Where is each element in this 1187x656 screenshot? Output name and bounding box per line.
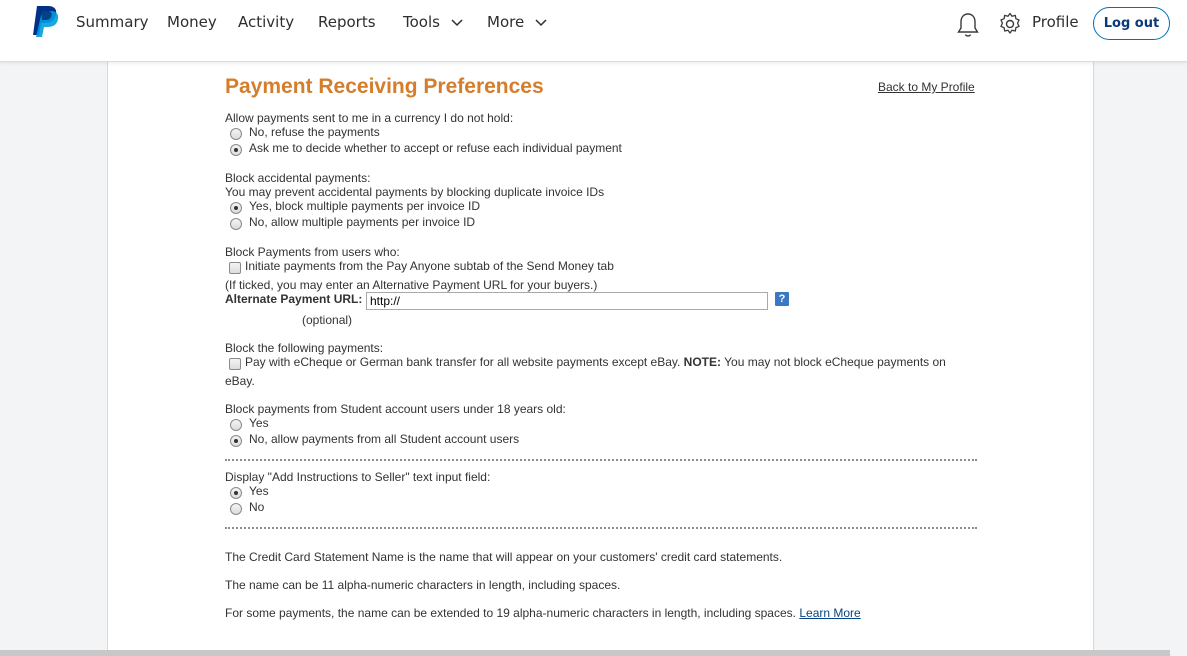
instructions-no-radio[interactable]	[230, 503, 242, 515]
chevron-down-icon	[451, 19, 463, 27]
currency-ask-label: Ask me to decide whether to accept or refuse each individual payment	[249, 141, 622, 155]
paypal-logo-icon[interactable]	[31, 5, 59, 37]
accidental-heading: Block accidental payments:	[225, 171, 371, 185]
notifications-bell-icon[interactable]	[956, 12, 980, 38]
alternate-url-label: Alternate Payment URL:	[225, 292, 363, 306]
statement-line-2: The name can be 11 alpha-numeric characters in length, including spaces.	[225, 578, 621, 592]
chevron-down-icon	[535, 19, 547, 27]
nav-activity[interactable]: Activity	[238, 13, 295, 31]
optional-label: (optional)	[302, 313, 353, 327]
student-no-label: No, allow payments from all Student account users	[249, 432, 520, 446]
section-divider	[225, 459, 977, 461]
student-yes-label: Yes	[249, 416, 269, 430]
accidental-block-radio[interactable]	[230, 202, 242, 214]
pay-anyone-checkbox[interactable]	[229, 262, 241, 274]
horizontal-scrollbar[interactable]	[0, 650, 1170, 656]
nav-more-label: More	[487, 13, 525, 31]
echeque-label-wrap: eBay.	[225, 374, 255, 388]
back-to-profile-link[interactable]: Back to My Profile	[878, 80, 975, 94]
help-icon[interactable]: ?	[775, 292, 789, 306]
logout-button[interactable]: Log out	[1093, 7, 1170, 40]
echeque-note-text: You may not block eCheque payments on	[724, 355, 946, 369]
instructions-yes-label: Yes	[249, 484, 269, 498]
student-yes-radio[interactable]	[230, 419, 242, 431]
currency-refuse-label: No, refuse the payments	[249, 125, 380, 139]
echeque-label-main: Pay with eCheque or German bank transfer for all website payments except eBay.	[245, 355, 681, 369]
instructions-heading: Display "Add Instructions to Seller" text input field:	[225, 470, 491, 484]
accidental-subheading: You may prevent accidental payments by blocking duplicate invoice IDs	[225, 185, 605, 199]
statement-line-3	[225, 606, 861, 620]
block-payments-heading: Block the following payments:	[225, 341, 384, 355]
currency-heading: Allow payments sent to me in a currency I do not hold:	[225, 111, 514, 125]
instructions-yes-radio[interactable]	[230, 487, 242, 499]
nav-money[interactable]: Money	[167, 13, 217, 31]
pay-anyone-label: Initiate payments from the Pay Anyone subtab of the Send Money tab	[245, 259, 614, 273]
nav-tools-label: Tools	[403, 13, 440, 31]
page-title: Payment Receiving Preferences	[225, 75, 544, 98]
settings-gear-icon[interactable]	[998, 12, 1022, 36]
accidental-block-label: Yes, block multiple payments per invoice ID	[249, 199, 480, 213]
profile-link[interactable]: Profile	[1032, 13, 1079, 31]
nav-reports[interactable]: Reports	[318, 13, 376, 31]
accidental-allow-label: No, allow multiple payments per invoice ID	[249, 215, 476, 229]
alternate-url-note: (If ticked, you may enter an Alternative Payment URL for your buyers.)	[225, 278, 598, 292]
student-heading: Block payments from Student account users under 18 years old:	[225, 402, 566, 416]
nav-more[interactable]	[487, 13, 547, 31]
section-divider	[225, 527, 977, 529]
accidental-allow-radio[interactable]	[230, 218, 242, 230]
echeque-note-bold: NOTE:	[683, 355, 722, 369]
currency-ask-radio[interactable]	[230, 144, 242, 156]
instructions-no-label: No	[249, 500, 265, 514]
echeque-label	[245, 355, 946, 369]
alternate-url-input[interactable]	[366, 292, 768, 310]
statement-line-3-text: For some payments, the name can be extended to 19 alpha-numeric characters in length, including spaces.	[225, 606, 796, 620]
student-no-radio[interactable]	[230, 435, 242, 447]
nav-tools[interactable]	[403, 13, 463, 31]
block-users-heading: Block Payments from users who:	[225, 245, 400, 259]
statement-line-1: The Credit Card Statement Name is the name that will appear on your customers' credit card statements.	[225, 550, 783, 564]
top-navigation-bar	[0, 0, 1187, 62]
nav-summary[interactable]: Summary	[76, 13, 149, 31]
currency-refuse-radio[interactable]	[230, 128, 242, 140]
learn-more-link[interactable]: Learn More	[799, 606, 861, 620]
echeque-checkbox[interactable]	[229, 358, 241, 370]
